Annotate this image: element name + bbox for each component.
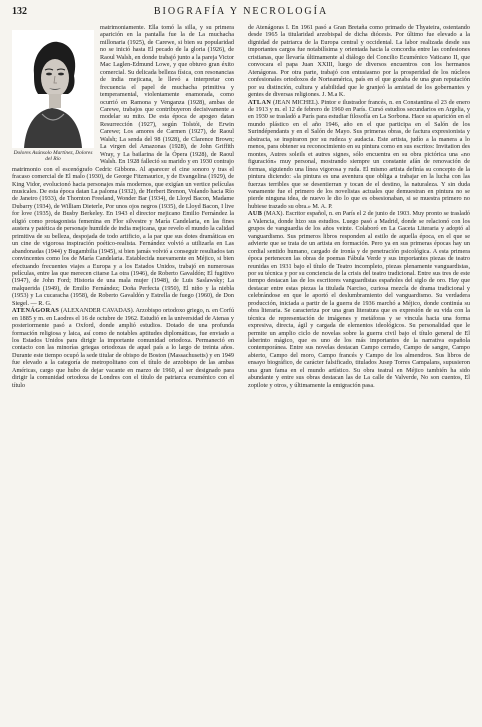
entry-body: Pintor e ilustrador francés, n. en Constantina el 23 de enero de 1913 y m. el 12 de febrero de 1960 en París. Cursó estudios secundarios en Argelia, y en 1930 se trasladó a París para estudiar filosofía en La Sorbona. Hace su aparición en el mundo plástico en el año 1946, año en el que participa en el Salón de los Surindépendants y en el Salón de Mayo. Sus primeras obras, de factura expresionista y abstracta, se inspiraron por su rudeza y audacia. Este artista, judío a la manera a lo menos, para obtener su reconocimiento en su pintura como en sus escritos: Invitation des montes, Autres soleils et autres signes, sólo encuentra en su obra pictórica una «no figuración» muy personal, mostrando siempre un constante afán de renovación de formas, siguiendo una línea vigorosa y ruda. El mismo artista definía su concepto de la pintura diciendo: «la pintura es una aventura que obliga a trabajar en la lucha con las fuerzas terribles que se desentierran y tocan de el destino, la naturaleza. Y sin duda vanamente fue el primero de los novelistas actuales que demuestran en pintura no se pierde ninguna idea, de nuevo le dio lo que es obsesionaban, si se muestra primero no hubiese trazado su obra.» M. A. P. <box>248 98 470 210</box>
entry-name: (ALEXANDER CAVADAS). <box>60 307 135 315</box>
running-title: BIOGRAFÍA Y NECROLOGÍA <box>153 6 329 17</box>
page-number: 132 <box>12 6 27 17</box>
right-column <box>248 24 470 719</box>
entry-atlan <box>248 99 470 211</box>
entry-name: (JEAN MICHEL). <box>272 98 320 106</box>
entry-heading: ATENÁGORAS <box>12 307 60 315</box>
entry-heading: ATLAN <box>248 98 272 106</box>
paragraph: matrimoniamente. Ella tomó la silla, y su primera aparición en la pantalla fue la de La muchacha millonaria (1925), de Carewe, si bien su popularidad no se inició hasta El pecado de la gloria (1926), de Raoul Walsh, en donde trabajó junto a la pareja Victor Mac Laglen-Edmund Lowe, y que obtuvo gran éxito comercial. Su delicada belleza física, con resonancias de india mejicana, le llevó a interpretar con frecuencia el papel de muchacha primitiva y temperamental, violentamente enamorada, como ocurrió en Ramona y Venganza (1928), ambas de Carewe, trabajos que contribuyeron decisivamente a modelar su mito. De esta época de apogeo datan Resurrección (1927), según Tolstói, de Erwin Carewe; Los amores de Carmen (1927), de Raoul Walsh; La senda del 98 (1928), de Clarence Brown; La virgen del Amazonas (1928), de John Griffith Wray, y La bailarina de la Ópera (1928), de Raoul Walsh. En 1928 falleció su marido y en 1930 contrajo matrimonio con el escenógrafo Cedric Gibbons. Al aparecer el cine sonoro y tras el fracaso comercial de El malo (1930), de George Fitzmaurice, y de Evangelina (1929), de King Vidor, evolucionó hacia personajes más modernos, que exigían un vertice películas musicales. De esta época datan La paloma (1932), de Herbert Brenon, Volando hacia Río de Janeiro (1933), de Thornton Freeland, Wonder Bar (1934), de Lloyd Bacon, Madame Dubarry (1934), de William Dieterle, Por unos ojos negros (1935), de Lloyd Bacon, I live for love (1935), de Busby Berkeley. En 1943 el director mejicano Emilio Fernández la eligió como protagonista femenina en Flor silvestre y María Candelaria, en las fines austera y patética de personaje humilde de india mejicana, que revelo el mundo la calidad primitiva de su belleza, despojada de todo artificio, a la par que sus dotes dramáticas en un cine de vigorosa inspiración poético-realista. Fernández volvió a utilizarla en Las abandonadas (1944) y Bugambilia (1945), si bien jamás volvió a conseguir resultados tan convincentes como los de María Candelaria. Establecida nuevamente en Méjico, si bien efectuando frecuentes viajes a Europa y a los Estados Unidos, trabajó en numerosas películas, entre las que merecen citarse La otra (1946), de Roberto Gavaldón; El fugitivo (1947), de John Ford; Historia de una mala mujer (1948), de Luis Saslawsky; La malquerida (1949), de Emilio Fernández; Doña Perfecta (1950), El niño y la niebla (1953) y La cucaracha (1958), de Roberto Gavaldón y Estrella de fuego (1960), de Don Siegel. — R. G. <box>12 24 234 307</box>
photo-caption: Dolores Asúnsolo Martínez, Dolores del Río <box>13 150 93 163</box>
entry-body: Arzobispo ortodoxo griego, n. en Corfú en 1885 y m. en Laodres el 16 de octubre de 1962. Estudió en la universidad de Atenas y posteriormente pasó a Oxford, donde amplió estudios. Dotado de una profunda formación religiosa y laica, así como de notables aptitudes diplomáticas, fue enviado a los Estados Unidos para dirigir la importante comunidad ortodoxa. Permaneció en contacto con las minorías griegas ortodoxas de aquel país a lo largo de treinta años. Durante este tiempo ocupó la sede titular de obispo de Boston (Massachusetts) y en 1949 fue elevado a la categoría de metropolitano con el título de arzobispo de las ambas Américas, cargo que hubo de dejar vacante en marzo de 1960, al ser designado para dirigir la comunidad ortodoxa de Londres con el título de patriarca ecuménico con el título <box>12 307 234 389</box>
entry-aub <box>248 210 470 389</box>
portrait-photo <box>12 30 94 148</box>
portrait-image <box>12 30 94 148</box>
entry-name: (MAX). <box>263 210 285 218</box>
page-header <box>12 6 470 20</box>
left-column <box>12 24 234 719</box>
entry-body: Escritor español, n. en París el 2 de junio de 1903. Muy pronto se trasladó a Valencia, donde hizo sus estudios. Luego pasó a Madrid, donde se relacionó con los grupos de vanguardia de los años veinte. Colaboró en La Gaceta Literaria y adoptó al vanguardismo. Sus primeros libros responden al estilo de aquella época, en el que se advierte que se trata de un artista en formación. Pero ya en sus primeras épocas hay un cordial sentido humano, cargado de ironía y de penetración psicológica. A esta primera época pertenecen las obras de poemas Fábula Verde y sus importantes piezas de teatro reunidas en 1931 bajo el título de Teatro incompleto, piezas plenamente vanguardistas, por su técnica y por su conciencia de la crisis del teatro tradicional. Entre sus tres de este tiempo destacan las de los escritores vanguardistas españoles del siglo de oro. Hay que destacar entre estas piezas la titulada Narciso, curiosa mezcla de drama tradicional y celebrándose en que le aportó el deslumbramiento del vanguardismo. Su verdadera producción, iniciada a partir de la guerra de 1936 marchó a Méjico, donde continúa su obra literaria. Se caracteriza por una gran literatura que es expresión de su vida con la técnica de representación de imágenes y metáforas y se vincula hacia una forma expresiva, directa, ágil y cargada de elementos ideológicos. Su personalidad que le permite un amplio ciclo de novelas sobre la guerra civil bajo el título general de El laberinto mágico, que es uno de los más importantes de la narrativa española contemporánea. Entre sus novelas destacan Campo cerrado, Campo de sangre, Campo abierto, Campo del moro, Campo francés y Campo de los almendros. Sus libros de ensayo biográfico, de carácter falsificado, titulados Jusep Torres Campalans, supusieron una gran fama en el mundo artístico. Su obra teatral en Méjico también ha sido abundante y entre sus obras destacan las de La calle de Valverde, No son cuentos, El zopilote y otros, y últimamente la emigración pasa. <box>248 210 470 389</box>
entry-heading: AUB <box>248 210 263 218</box>
paragraph: de Atenágoras I. En 1961 pasó a Gran Bretaña como primado de Thyateira, ostentando desde 1965 la titularidad arzobispal de dicha diócesis. Por último fue elevado a la dignidad de patriarca de la Europa central y occidental. La labor realizada desde sus importantes cargos fue notabilísima y orientada hacia la concordia entre las confesiones cristianas, que llevaría últimamente al diálogo del Concilio Ecuménico Vaticano II, que convocara el papa Juan XXIII, luego de diversos encuentros con los hermanos Atenágoras. Por otra parte, trabajó con entusiasmo por la prosperidad de los núcleos confesionales ortodoxos de Norteamérica, país en el que gozaba de una gran reputación por su distinción, cultura y afabilidad que le granjeó la amistad de los gobernantes y gentes de diversas religiones. J. M.a K. <box>248 24 470 99</box>
entry-atenagoras <box>12 307 234 389</box>
